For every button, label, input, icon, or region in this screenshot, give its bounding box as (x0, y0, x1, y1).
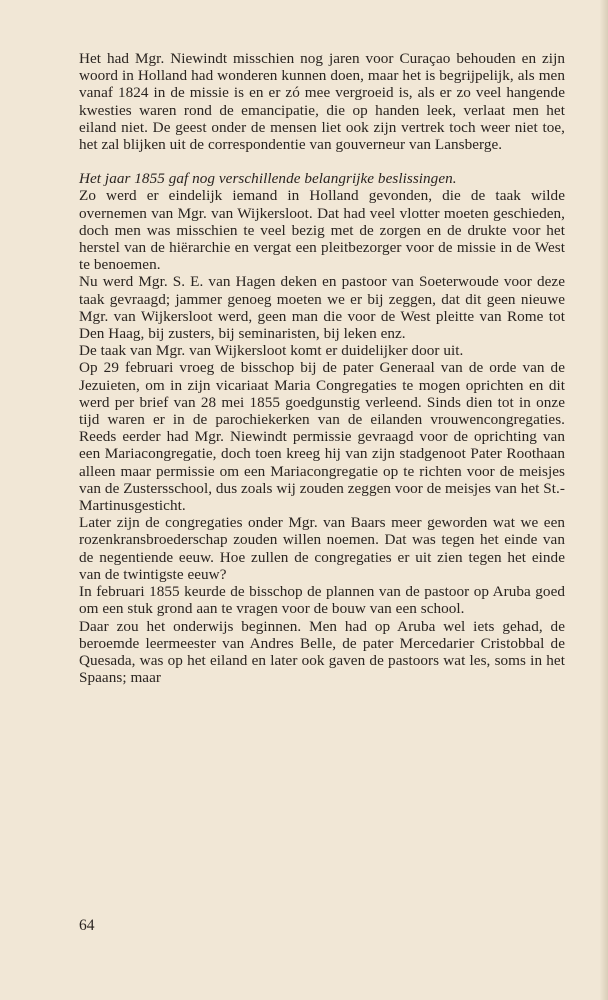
paragraph-6: Op 29 februari vroeg de bisschop bij de pater Generaal van de orde van de Jezuieten, om in zijn vicariaat Maria Congregaties te mogen oprichten en dit werd per brief van 28 mei 1855 goedgunstig verleend. Sinds dien tot in onze tijd waren er in de parochiekerken van de eilanden vrouwencongregaties. Reeds eerder had Mgr. Niewindt permissie gevraagd voor de oprichting van een Mariacongregatie, doch toen kreeg hij van zijn stadgenoot Pater Roothaan alleen maar permissie om een Mariacongregatie op te richten voor de meisjes van de Zustersschool, dus zoals wij zouden zeggen voor de meisjes van het St.-Martinusgesticht. (79, 359, 565, 515)
page-number: 64 (79, 917, 95, 934)
paragraph-1: Het had Mgr. Niewindt misschien nog jaren voor Curaçao behouden en zijn woord in Holland had wonderen kunnen doen, maar het is begrijpelijk, als men vanaf 1824 in de missie is en er zó mee vergroeid is, als er zo veel hangende kwesties waren rond de emancipatie, die op handen leek, verlaat men het eiland niet. De geest onder de mensen liet ook zijn vertrek toch weer niet toe, het zal blijken uit de correspondentie van gouverneur van Lansberge. (79, 50, 565, 154)
paragraph-8: In februari 1855 keurde de bisschop de plannen van de pastoor op Aruba goed om een stuk grond aan te vragen voor de bouw van een school. (79, 583, 565, 618)
paragraph-4: Nu werd Mgr. S. E. van Hagen deken en pastoor van Soeterwoude voor deze taak gevraagd; jammer genoeg moeten we er bij zeggen, dat dit geen nieuwe Mgr. van Wijkersloot werd, geen man die voor de West pleitte van Rome tot Den Haag, bij zusters, bij seminaristen, bij leken enz. (79, 273, 565, 343)
paragraph-7: Later zijn de congregaties onder Mgr. van Baars meer geworden wat we een rozenkransbroederschap zouden willen noemen. Dat was tegen het einde van de negentiende eeuw. Hoe zullen de congregaties er uit zien tegen het einde van de twintigste eeuw? (79, 514, 565, 583)
paragraph-9: Daar zou het onderwijs beginnen. Men had op Aruba wel iets gehad, de beroemde leermeester van Andres Belle, de pater Mercedarier Cristobbal de Quesada, was op het eiland en later ook gaven de pastoors wat les, soms in het Spaans; maar (79, 617, 565, 687)
paragraph-2-italic-lead: Het jaar 1855 gaf nog verschillende belangrijke beslissingen. (79, 170, 457, 188)
body-text (79, 50, 565, 686)
page-edge (600, 0, 608, 1000)
paragraph-5: De taak van Mgr. van Wijkersloot komt er duidelijker door uit. (79, 342, 464, 360)
paragraph-3: Zo werd er eindelijk iemand in Holland gevonden, die de taak wilde overnemen van Mgr. van Wijkersloot. Dat had veel vlotter moeten geschieden, doch men was misschien te veel bezig met de zorgen en de drukte voor het herstel van de hiërarchie en vergat een pleitbezorger voor de missie in de West te benoemen. (79, 187, 565, 274)
